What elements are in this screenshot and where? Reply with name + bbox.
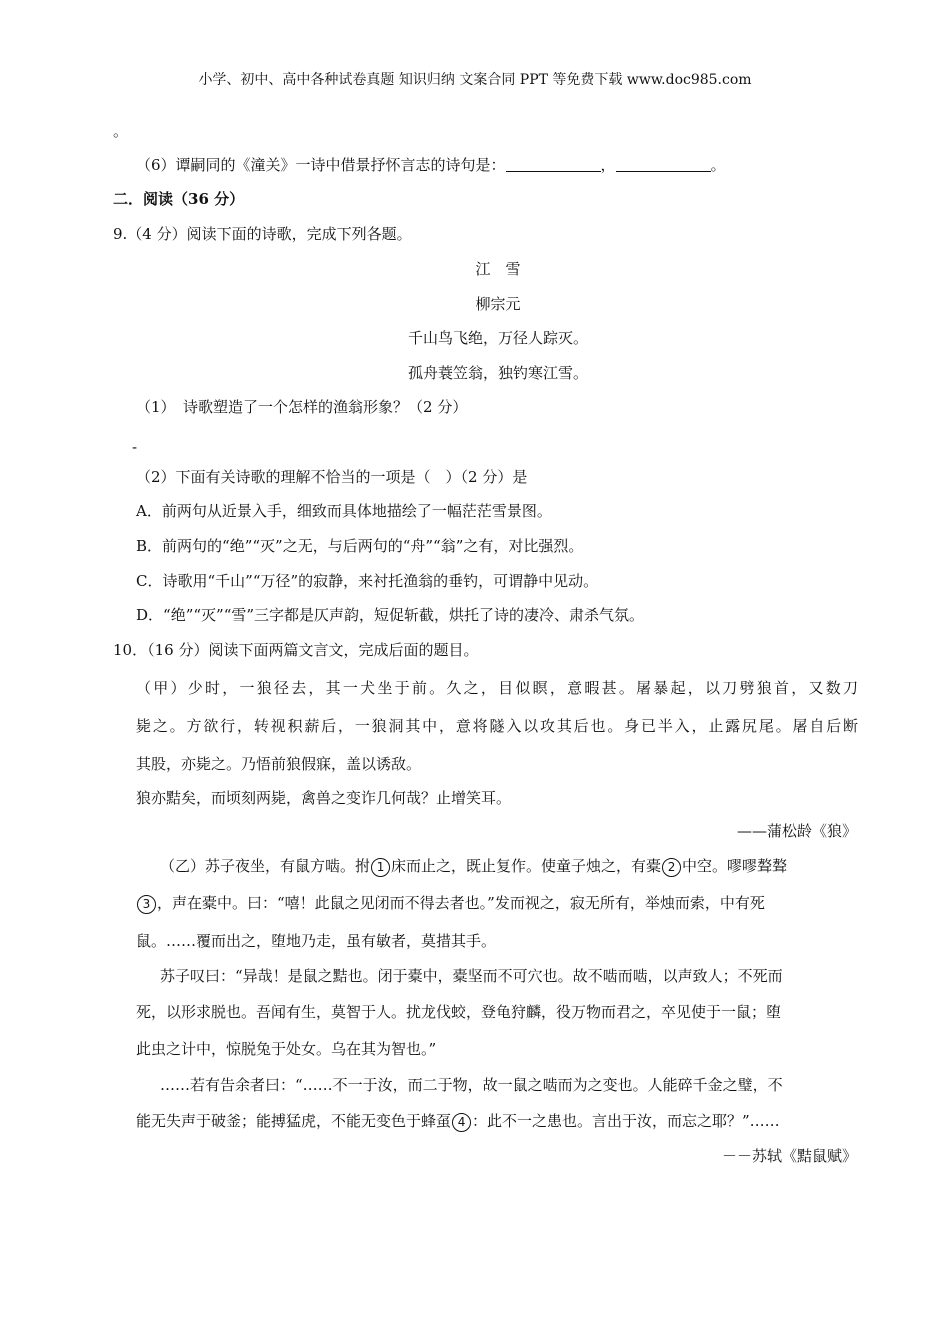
footnote-marker-1: 1 [371,858,390,877]
yi-line-2 [136,893,765,914]
question-9-stem: 9.（4 分）阅读下面的诗歌，完成下列各题。 [113,225,412,243]
yi-line-2-text: ，声在橐中。曰：“嘻！此鼠之见闭而不得去者也。”发而视之，寂无所有，举烛而索，中有死 [157,894,765,912]
poem-title: 江 雪 [475,260,521,278]
yi-line-1-part-c: 中空。嘐嘐聱聱 [682,857,788,875]
jia-line-2: 毙之。方欲行，转视积薪后，一狼洞其中，意将隧入以攻其后也。身已半入，止露尻尾。屠自后断 [136,717,858,735]
question-9-1: （1） 诗歌塑造了一个怎样的渔翁形象？（2 分） [136,398,468,416]
poem-author: 柳宗元 [475,295,521,313]
yi-line-7: ……若有告余者曰：“……不一于汝，而二于物，故一鼠之啮而为之变也。人能碎千金之璧，不 [160,1076,783,1094]
answer-blank-2[interactable] [616,157,711,172]
page-header: 小学、初中、高中各种试卷真题 知识归纳 文案合同 PPT 等免费下载 www.doc985.com [198,72,752,88]
yi-line-1 [160,856,787,877]
q8-6-end: 。 [710,156,726,174]
yi-line-4: 苏子叹曰：“异哉！是鼠之黠也。闭于橐中，橐坚而不可穴也。故不啮而啮，以声致人；不死而 [160,967,783,985]
jia-line-3: 其股，亦毙之。乃悟前狼假寐，盖以诱敌。 [136,755,422,773]
jia-line-4: 狼亦黠矣，而顷刻两毙，禽兽之变诈几何哉？止增笑耳。 [136,789,512,807]
yi-line-1-part-b: 床而止之，既止复作。使童子烛之，有橐 [391,857,662,875]
jia-source: ——蒲松龄《狼》 [736,822,857,840]
yi-source: －－苏轼《黠鼠赋》 [721,1147,857,1165]
q8-6-text: （6）谭嗣同的《潼关》一诗中借景抒怀言志的诗句是： [136,156,506,174]
jia-line-1: （甲）少时，一狼径去，其一犬坐于前。久之，目似瞑，意暇甚。屠暴起，以刀劈狼首，又数刀 [136,679,858,697]
yi-line-8 [136,1111,780,1132]
yi-line-3: 鼠。……覆而出之，堕地乃走，虽有敏者，莫措其手。 [136,932,497,950]
option-c: C．诗歌用“千山”“万径”的寂静，来衬托渔翁的垂钓，可谓静中见动。 [136,572,599,590]
stray-mark: 。 [113,122,129,140]
answer-blank-1[interactable] [506,157,601,172]
yi-line-5: 死，以形求脱也。吾闻有生，莫智于人。扰龙伐蛟，登龟狩麟，役万物而君之，卒见使于一鼠；堕 [136,1003,782,1021]
q8-6-comma: ， [600,156,616,174]
yi-line-8-part-b: ：此不一之患也。言出于汝，而忘之耶？”…… [472,1112,780,1130]
footnote-marker-4: 4 [452,1113,471,1132]
option-d: D．“绝”“灭”“雪”三字都是仄声韵，短促斩截，烘托了诗的凄冷、肃杀气氛。 [136,606,645,624]
question-10-stem: 10．（16 分）阅读下面两篇文言文，完成后面的题目。 [113,641,479,659]
option-b: B．前两句的“绝”“灭”之无，与后两句的“舟”“翁”之有，对比强烈。 [136,537,584,555]
question-8-6 [136,155,726,175]
footnote-marker-2: 2 [662,858,681,877]
footnote-marker-3: 3 [137,895,156,914]
yi-line-6: 此虫之计中，惊脱兔于处女。乌在其为智也。” [136,1040,437,1058]
option-a: A．前两句从近景入手，细致而具体地描绘了一幅茫茫雪景图。 [136,502,552,520]
poem-line-2: 孤舟蓑笠翁，独钓寒江雪。 [407,364,588,382]
question-9-2: （2）下面有关诗歌的理解不恰当的一项是（ ）（2 分）是 [136,468,528,486]
section-2-heading: 二．阅读（36 分） [113,190,245,208]
yi-line-8-part-a: 能无失声于破釜；能搏猛虎，不能无变色于蜂虿 [136,1112,452,1130]
answer-mark: - [132,438,138,456]
yi-line-1-part-a: （乙）苏子夜坐，有鼠方啮。拊 [160,857,371,875]
poem-line-1: 千山鸟飞绝，万径人踪灭。 [407,329,588,347]
